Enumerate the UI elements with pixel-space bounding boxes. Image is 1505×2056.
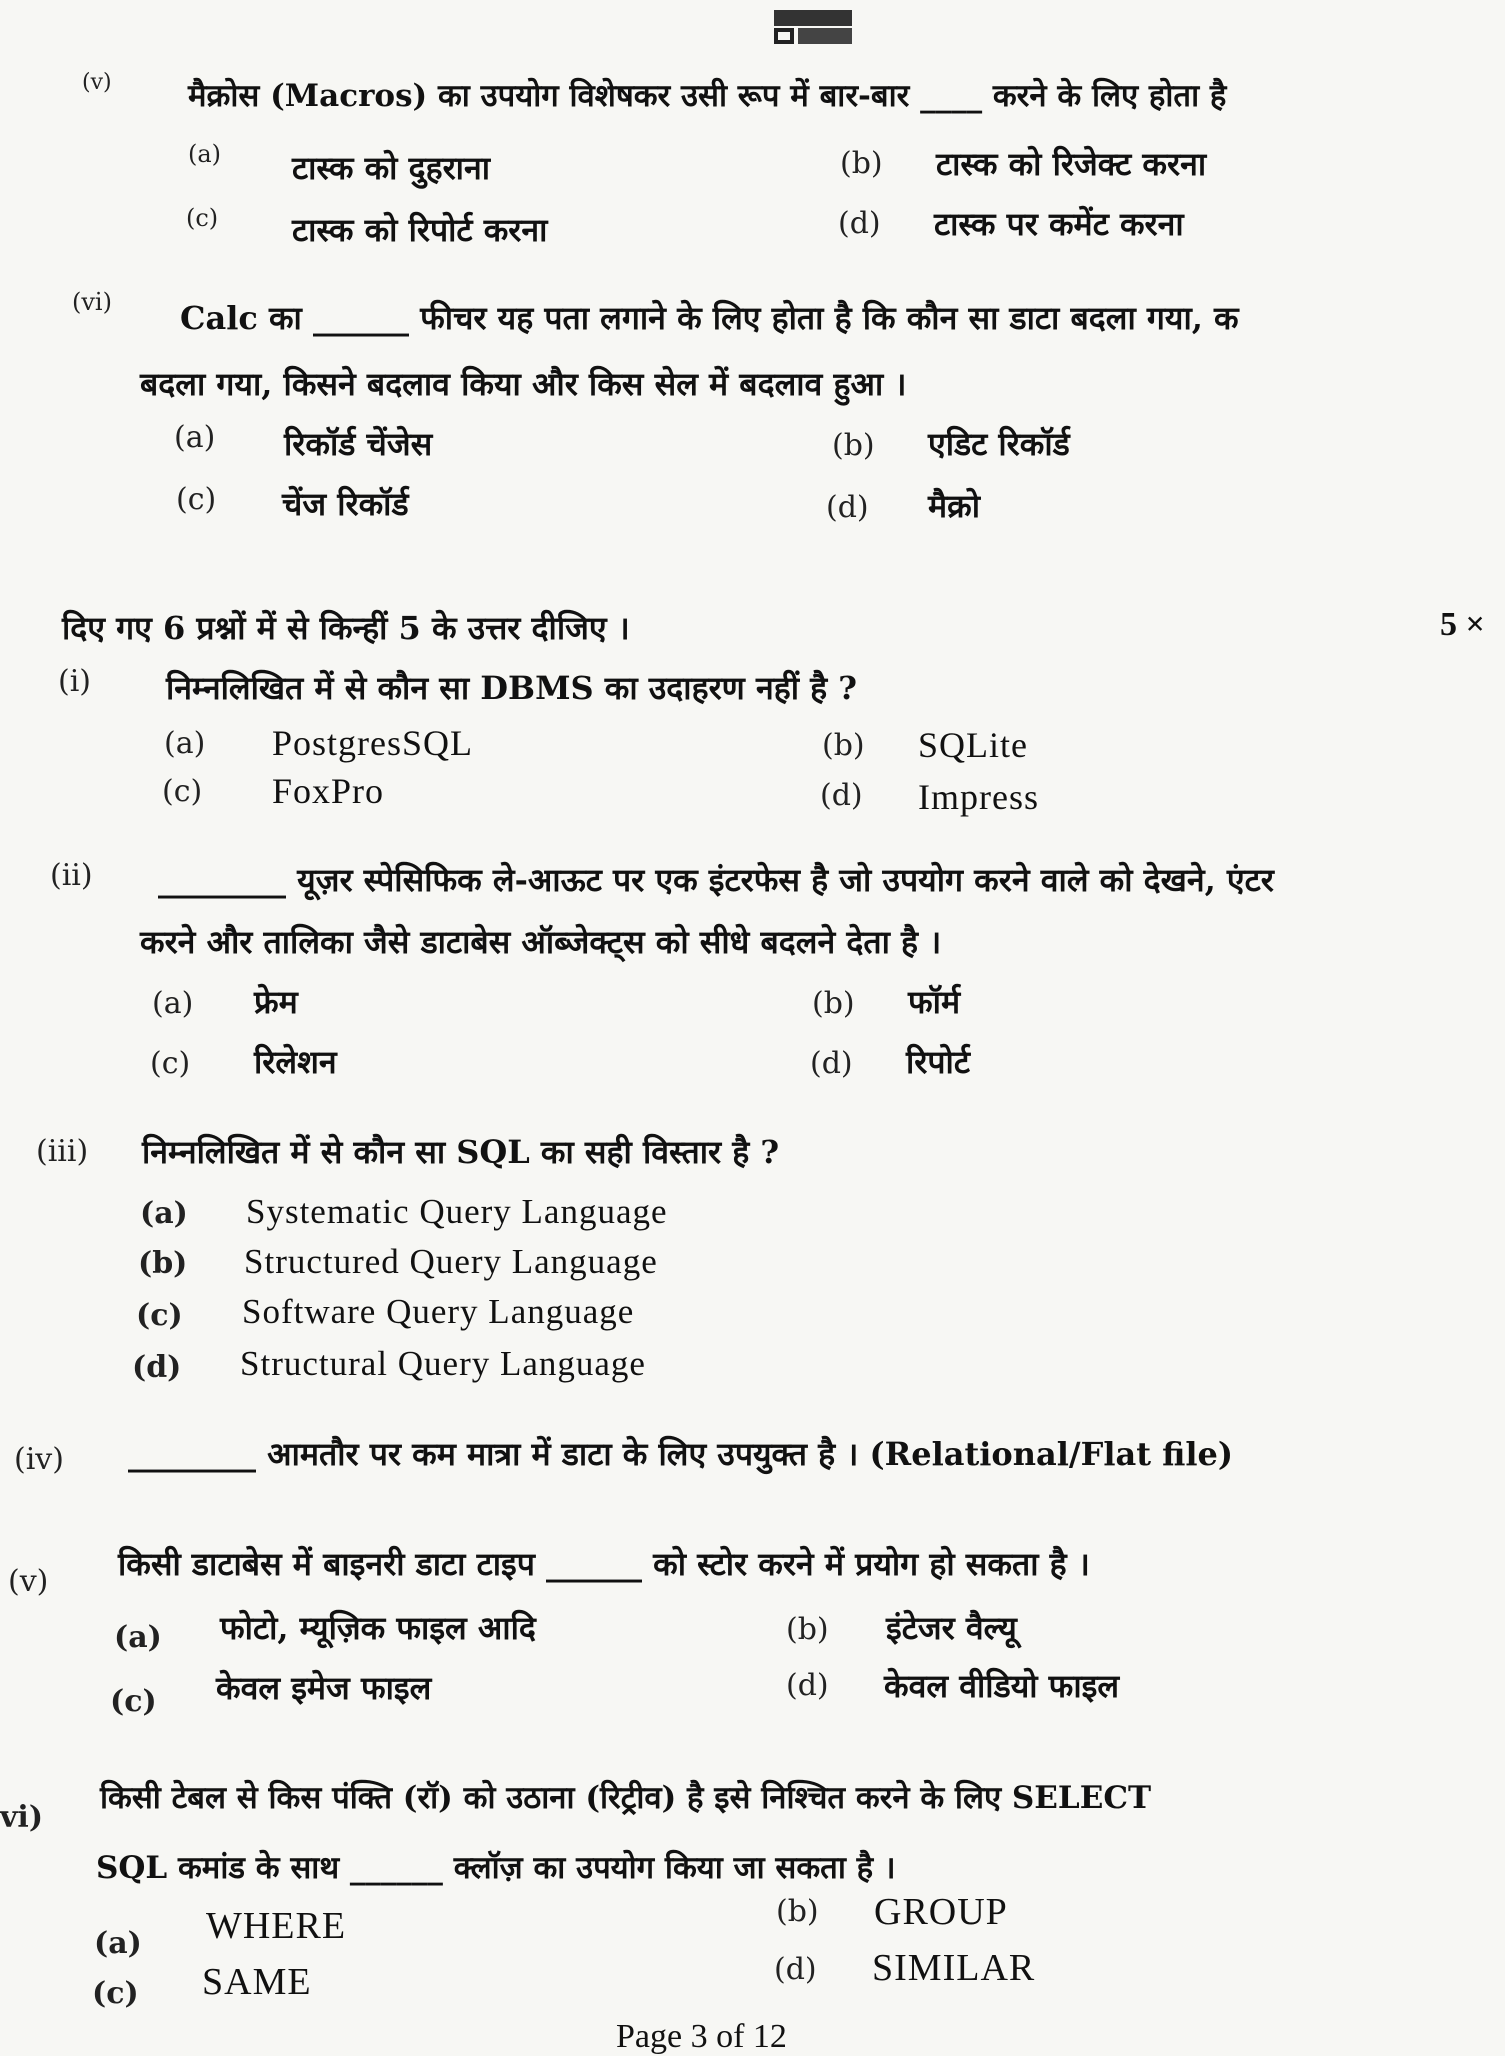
option-text: मैक्रो xyxy=(928,487,981,525)
option-text: SQLite xyxy=(918,725,1028,765)
option-text: फ्रेम xyxy=(254,983,298,1021)
option-label: (c) xyxy=(186,204,219,232)
option-label: (d) xyxy=(774,1952,817,1987)
option-text: टास्क को रिपोर्ट करना xyxy=(292,211,548,249)
option-text: केवल वीडियो फाइल xyxy=(884,1667,1120,1705)
question-text: मैक्रोस (Macros) का उपयोग विशेषकर उसी रूप में बार-बार ____ करने के लिए होता है xyxy=(188,78,1227,114)
option-label: (d) xyxy=(820,778,863,813)
question-text: निम्नलिखित में से कौन सा SQL का सही विस्तार है ? xyxy=(142,1133,780,1171)
question-text: ________ आमतौर पर कम मात्रा में डाटा के लिए उपयुक्त है । (Relational/Flat file) xyxy=(128,1435,1234,1473)
option-label: (b) xyxy=(832,428,875,463)
question-number: (v) xyxy=(82,70,112,95)
question-text: बदला गया, किसने बदलाव किया और किस सेल में बदलाव हुआ । xyxy=(140,365,907,403)
option-label: (a) xyxy=(188,140,222,168)
option-label: (a) xyxy=(164,726,206,761)
option-text: FoxPro xyxy=(272,771,385,811)
option-text: फॉर्म xyxy=(908,983,961,1021)
option-label: (b) xyxy=(138,1246,188,1281)
option-label: (d) xyxy=(810,1046,853,1081)
option-label: (a) xyxy=(140,1196,188,1231)
option-label: (c) xyxy=(162,774,203,809)
question-text: SQL कमांड के साथ ______ क्लॉज़ का उपयोग किया जा सकता है । xyxy=(96,1850,896,1886)
option-label: (a) xyxy=(174,420,216,455)
option-text: रिपोर्ट xyxy=(906,1043,970,1081)
option-text: Structured Query Language xyxy=(244,1242,658,1281)
option-label: (d) xyxy=(838,206,881,241)
page-footer: Page 3 of 12 xyxy=(616,2018,787,2055)
option-text: WHERE xyxy=(206,1905,347,1947)
option-label: (a) xyxy=(152,986,194,1021)
option-label: (c) xyxy=(150,1046,191,1081)
option-label: (b) xyxy=(776,1894,819,1929)
option-label: (b) xyxy=(786,1612,829,1647)
question-number: (i) xyxy=(58,664,92,699)
option-text: Impress xyxy=(918,777,1039,817)
option-text: फोटो, म्यूज़िक फाइल आदि xyxy=(220,1609,536,1647)
option-text: Systematic Query Language xyxy=(246,1192,668,1231)
qr-code-icon xyxy=(768,6,858,46)
option-label: (c) xyxy=(136,1298,183,1333)
option-label: (c) xyxy=(110,1684,157,1719)
option-text: रिकॉर्ड चेंजेस xyxy=(284,425,433,463)
option-text: रिलेशन xyxy=(254,1043,337,1081)
option-text: इंटेजर वैल्यू xyxy=(886,1609,1017,1647)
question-number: (iii) xyxy=(36,1134,89,1169)
question-number: (v) xyxy=(8,1564,49,1599)
option-label: (b) xyxy=(840,146,883,181)
option-label: (b) xyxy=(822,728,865,763)
option-label: (d) xyxy=(132,1350,182,1385)
question-text: किसी डाटाबेस में बाइनरी डाटा टाइप ______ को स्टोर करने में प्रयोग हो सकता है । xyxy=(118,1545,1090,1583)
option-label: (b) xyxy=(812,986,855,1021)
option-label: (d) xyxy=(786,1668,829,1703)
option-text: केवल इमेज फाइल xyxy=(216,1669,432,1707)
option-text: टास्क पर कमेंट करना xyxy=(934,205,1184,243)
question-text: Calc का ______ फीचर यह पता लगाने के लिए होता है कि कौन सा डाटा बदला गया, क xyxy=(180,299,1239,337)
marks-label: 5 × xyxy=(1440,606,1485,643)
question-text: ________ यूज़र स्पेसिफिक ले-आऊट पर एक इंटरफेस है जो उपयोग करने वाले को देखने, एंटर xyxy=(158,861,1274,899)
option-label: (d) xyxy=(826,490,869,525)
question-text: करने और तालिका जैसे डाटाबेस ऑब्जेक्ट्स को सीधे बदलने देता है । xyxy=(140,923,942,961)
section-instruction: दिए गए 6 प्रश्नों में से किन्हीं 5 के उत्तर दीजिए । xyxy=(62,609,630,647)
question-number: vi) xyxy=(0,1800,44,1835)
option-label: (a) xyxy=(94,1926,142,1961)
option-text: SIMILAR xyxy=(872,1947,1036,1989)
option-text: GROUP xyxy=(874,1891,1008,1933)
option-text: टास्क को रिजेक्ट करना xyxy=(936,145,1207,183)
option-label: (c) xyxy=(92,1976,139,2011)
option-label: (a) xyxy=(114,1620,162,1655)
option-text: एडिट रिकॉर्ड xyxy=(928,425,1070,463)
question-number: (vi) xyxy=(72,288,112,316)
option-text: Software Query Language xyxy=(242,1292,635,1331)
option-label: (c) xyxy=(176,482,217,517)
option-text: चेंज रिकॉर्ड xyxy=(282,485,409,523)
question-number: (ii) xyxy=(50,858,93,893)
option-text: Structural Query Language xyxy=(240,1344,646,1383)
option-text: SAME xyxy=(202,1961,312,2003)
question-text: निम्नलिखित में से कौन सा DBMS का उदाहरण नहीं है ? xyxy=(166,669,858,707)
question-number: (iv) xyxy=(14,1442,64,1477)
option-text: PostgresSQL xyxy=(272,723,474,763)
option-text: टास्क को दुहराना xyxy=(292,149,490,187)
question-text: किसी टेबल से किस पंक्ति (रॉ) को उठाना (रिट्रीव) है इसे निश्चित करने के लिए SELECT xyxy=(100,1780,1152,1816)
